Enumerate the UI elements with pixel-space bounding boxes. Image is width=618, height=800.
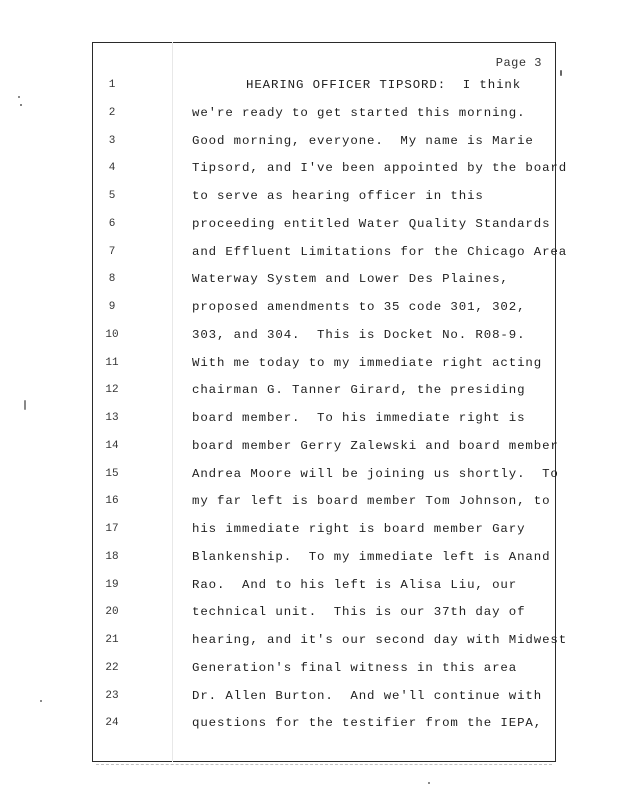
line-number: 24 (105, 717, 119, 730)
page-number: Page 3 (495, 56, 542, 70)
line-number: 6 (108, 217, 116, 230)
transcript-line (92, 461, 559, 489)
transcript-line (92, 433, 559, 461)
line-number: 2 (108, 106, 116, 119)
transcript-line (92, 128, 556, 156)
line-number: 10 (105, 328, 119, 341)
line-number: 5 (108, 190, 116, 202)
line-number: 4 (108, 162, 116, 175)
line-text: board member. To his immediate right is (192, 411, 526, 425)
line-text: HEARING OFFICER TIPSORD: I think (246, 78, 522, 92)
line-text: Andrea Moore will be joining us shortly. To (192, 466, 559, 481)
transcript-line (92, 599, 556, 627)
transcript-line (92, 572, 556, 600)
line-number: 18 (105, 550, 119, 563)
line-number: 20 (105, 606, 119, 619)
line-text: to serve as hearing officer in this (192, 189, 484, 203)
scan-speck (20, 104, 22, 106)
line-number: 13 (105, 412, 119, 424)
line-number: 19 (105, 578, 119, 591)
transcript-line (92, 294, 556, 322)
line-number: 23 (105, 689, 119, 702)
transcript-line (92, 211, 556, 239)
transcript-line (92, 350, 556, 378)
line-text: Blankenship. To my immediate left is Anand (192, 549, 551, 564)
line-number: 15 (105, 467, 119, 480)
transcript-line (92, 683, 556, 711)
line-number: 14 (105, 439, 119, 452)
line-text: Tipsord, and I've been appointed by the board (192, 161, 568, 176)
scan-speck (560, 70, 562, 76)
transcript-line (92, 710, 556, 738)
line-text: Good morning, everyone. My name is Marie (192, 133, 534, 148)
line-number: 21 (105, 634, 119, 646)
transcript-line (92, 266, 556, 294)
line-text: With me today to my immediate right acting (192, 355, 543, 370)
line-number: 8 (108, 273, 116, 286)
scan-speck (40, 700, 42, 702)
line-number: 17 (105, 523, 119, 535)
transcript-line (92, 544, 556, 572)
line-number: 7 (108, 245, 116, 258)
line-text: my far left is board member Tom Johnson, to (192, 494, 551, 509)
line-text: questions for the testifier from the IEPA, (192, 716, 543, 731)
transcript-line (92, 155, 568, 183)
transcript-line (92, 627, 568, 655)
line-number: 1 (108, 79, 116, 91)
line-number: 3 (108, 134, 116, 147)
line-number: 22 (105, 661, 119, 674)
line-number: 12 (105, 384, 119, 397)
scan-artifact-line (96, 764, 552, 765)
line-text: hearing, and it's our second day with Midwest (192, 633, 568, 647)
line-number: 9 (108, 301, 116, 313)
transcript-line (92, 516, 556, 544)
line-text: Waterway System and Lower Des Plaines, (192, 272, 509, 287)
transcript-line (92, 655, 556, 683)
scan-speck (18, 96, 20, 98)
transcript-line (92, 405, 556, 433)
line-text: his immediate right is board member Gary (192, 522, 526, 536)
line-text: chairman G. Tanner Girard, the presiding (192, 383, 526, 398)
transcript-line (92, 239, 568, 267)
scan-speck (428, 782, 430, 784)
transcript-line (92, 488, 556, 516)
scan-speck (24, 400, 26, 410)
line-text: board member Gerry Zalewski and board member (192, 438, 559, 453)
line-text: Dr. Allen Burton. And we'll continue with (192, 688, 543, 703)
line-text: Generation's final witness in this area (192, 660, 518, 675)
transcript-line (92, 322, 556, 350)
line-text: technical unit. This is our 37th day of (192, 605, 526, 620)
line-text: proceeding entitled Water Quality Standards (192, 216, 551, 231)
transcript-line (92, 183, 556, 211)
transcript-line (92, 72, 556, 100)
line-number: 11 (105, 356, 119, 369)
line-text: proposed amendments to 35 code 301, 302, (192, 300, 526, 314)
line-text: we're ready to get started this morning. (192, 105, 526, 120)
transcript-line (92, 100, 556, 128)
line-text: Rao. And to his left is Alisa Liu, our (192, 577, 518, 592)
line-text: 303, and 304. This is Docket No. R08-9. (192, 327, 526, 342)
transcript-line (92, 377, 556, 405)
transcript-lines (92, 72, 568, 738)
line-text: and Effluent Limitations for the Chicago Area (192, 244, 568, 259)
line-number: 16 (105, 495, 119, 508)
